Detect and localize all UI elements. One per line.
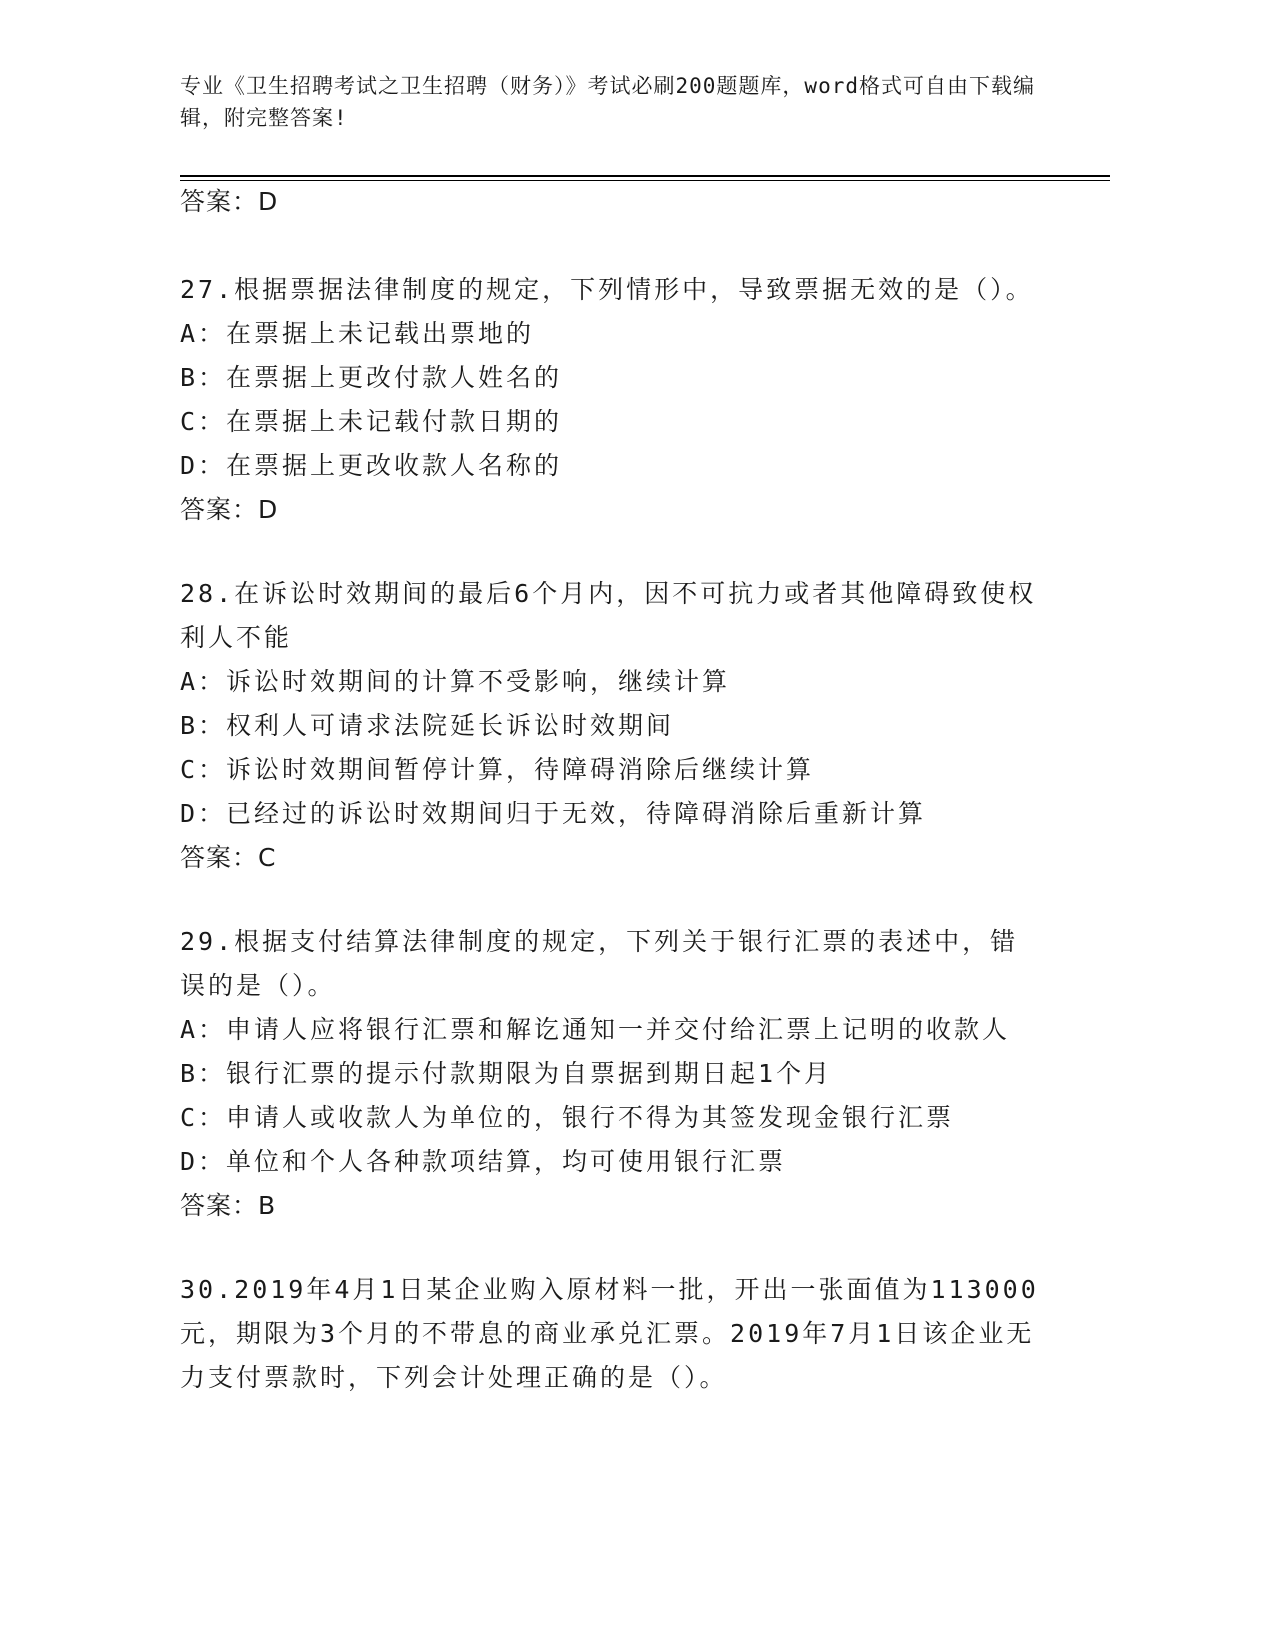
question-28-option-a: A：诉讼时效期间的计算不受影响，继续计算: [180, 667, 731, 696]
question-29-text: 29.根据支付结算法律制度的规定，下列关于银行汇票的表述中，错误的是（）。: [180, 927, 1019, 1000]
question-29-option-a: A：申请人应将银行汇票和解讫通知一并交付给汇票上记明的收款人: [180, 1015, 1011, 1044]
question-27-option-b: B：在票据上更改付款人姓名的: [180, 363, 563, 392]
question-28-text: 28.在诉讼时效期间的最后6个月内，因不可抗力或者其他障碍致使权利人不能: [180, 579, 1037, 652]
question-29-option-b: B：银行汇票的提示付款期限为自票据到期日起1个月: [180, 1059, 833, 1088]
question-27-text: 27.根据票据法律制度的规定，下列情形中，导致票据无效的是（）。: [180, 275, 1034, 304]
question-30-text: 30.2019年4月1日某企业购入原材料一批，开出一张面值为113000元，期限为3个月的不带息的商业承兑汇票。2019年7月1日该企业无力支付票款时，下列会计处理正确的是（）。: [180, 1275, 1039, 1392]
question-27-answer: 答案：D: [180, 495, 279, 524]
question-27-option-c: C：在票据上未记载付款日期的: [180, 407, 563, 436]
question-27: [180, 268, 1040, 532]
question-28-option-b: B：权利人可请求法院延长诉讼时效期间: [180, 711, 675, 740]
question-29: [180, 920, 1040, 1228]
document-header: 专业《卫生招聘考试之卫生招聘（财务）》考试必刷200题题库，word格式可自由下载编辑，附完整答案!: [180, 74, 1035, 130]
question-27-option-d: D：在票据上更改收款人名称的: [180, 451, 563, 480]
question-28-answer: 答案：C: [180, 843, 277, 872]
question-29-option-d: D：单位和个人各种款项结算，均可使用银行汇票: [180, 1147, 787, 1176]
header-divider: [180, 175, 1110, 177]
question-29-answer: 答案：B: [180, 1191, 277, 1220]
question-27-option-a: A：在票据上未记载出票地的: [180, 319, 535, 348]
question-28: [180, 572, 1040, 880]
question-29-option-c: C：申请人或收款人为单位的，银行不得为其签发现金银行汇票: [180, 1103, 955, 1132]
question-28-option-c: C：诉讼时效期间暂停计算，待障碍消除后继续计算: [180, 755, 815, 784]
answer-q26: 答案：D: [180, 187, 279, 216]
question-30: [180, 1268, 1040, 1400]
question-28-option-d: D：已经过的诉讼时效期间归于无效，待障碍消除后重新计算: [180, 799, 927, 828]
